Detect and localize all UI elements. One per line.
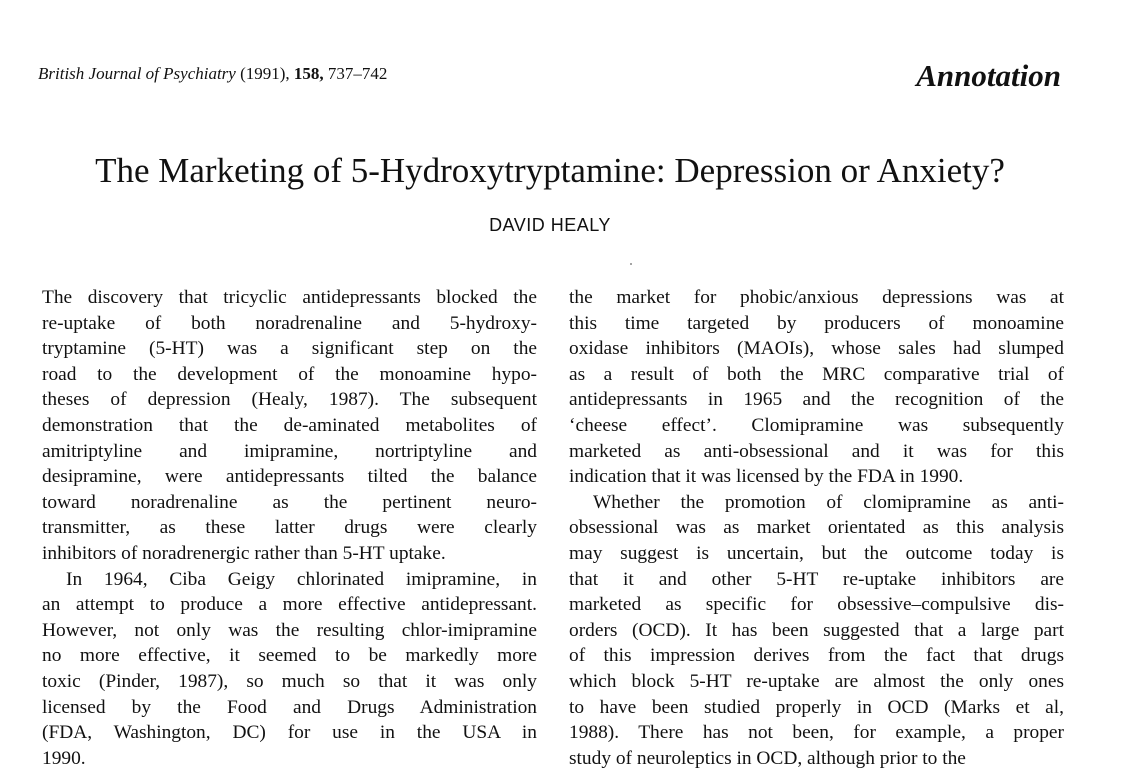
text-line: orders (OCD). It has been suggested that a large part [569,619,1064,641]
left-paragraph-2 [42,567,537,772]
text-line: toxic (Pinder, 1987), so much so that it was only [42,670,537,692]
text-line: to have been studied properly in OCD (Marks et al, [569,696,1064,718]
text-line: re-uptake of both noradrenaline and 5-hydroxy- [42,312,537,334]
text-line: tryptamine (5-HT) was a significant step on the [42,338,537,360]
journal-year: (1991), [240,64,290,83]
article-author: DAVID HEALY [489,215,611,235]
text-line: In 1964, Ciba Geigy chlorinated imipramine, in [66,568,537,590]
text-line: (FDA, Washington, DC) for use in the USA in [42,722,537,744]
text-line: 1990. [42,747,86,769]
text-line: may suggest is uncertain, but the outcome today is [569,542,1064,564]
article-title: The Marketing of 5-Hydroxytryptamine: Depression or Anxiety? [95,151,1005,190]
journal-name: British Journal of Psychiatry [38,64,236,83]
text-line: 1988). There has not been, for example, a proper [569,722,1064,744]
text-line: oxidase inhibitors (MAOIs), whose sales had slumped [569,338,1064,360]
section-label: Annotation [916,58,1061,93]
text-line: obsessional was as market orientated as this analysis [569,517,1064,539]
text-line: an attempt to produce a more effective antidepressant. [42,594,537,616]
text-line: the market for phobic/anxious depressions was at [569,287,1064,308]
text-line: that it and other 5-HT re-uptake inhibitors are [569,568,1064,590]
text-line: marketed as anti-obsessional and it was for this [569,440,1064,462]
text-line: toward noradrenaline as the pertinent neuro- [42,491,537,513]
journal-volume: 158, [293,64,324,83]
text-line: no more effective, it seemed to be markedly more [42,645,537,667]
text-line: amitriptyline and imipramine, nortriptyline and [42,440,537,462]
text-line: licensed by the Food and Drugs Administration [42,696,537,718]
text-line: However, not only was the resulting chlor-imipramine [42,619,537,641]
right-paragraph-2 [569,490,1064,772]
text-line: of this impression derives from the fact that drugs [569,645,1064,667]
text-line: theses of depression (Healy, 1987). The subsequent [42,389,537,411]
text-line: demonstration that the de-aminated metabolites of [42,414,537,436]
text-line: marketed as specific for obsessive–compulsive dis- [569,594,1064,616]
text-line: transmitter, as these latter drugs were clearly [42,517,537,539]
text-line: ‘cheese effect’. Clomipramine was subsequently [569,414,1064,436]
text-line: road to the development of the monoamine hypo- [42,363,537,385]
text-line: Whether the promotion of clomipramine as anti- [593,491,1064,513]
text-line: inhibitors of noradrenergic rather than 5-HT uptake. [42,542,446,564]
left-paragraph-1 [42,285,537,567]
right-paragraph-1 [569,285,1064,490]
text-line: study of neuroleptics in OCD, although prior to the [569,747,966,769]
text-line: this time targeted by producers of monoamine [569,312,1064,334]
text-line: antidepressants in 1965 and the recognition of the [569,389,1064,411]
speck-mark [630,263,632,265]
text-line: The discovery that tricyclic antidepressants blocked the [42,287,537,308]
text-line: desipramine, were antidepressants tilted the balance [42,466,537,488]
text-line: as a result of both the MRC comparative trial of [569,363,1064,385]
text-line: indication that it was licensed by the FDA in 1990. [569,466,964,488]
text-line: which block 5-HT re-uptake are almost the only ones [569,670,1064,692]
right-column [569,285,1064,771]
journal-pages: 737–742 [327,64,388,83]
left-column [42,285,537,771]
journal-citation [38,64,387,84]
